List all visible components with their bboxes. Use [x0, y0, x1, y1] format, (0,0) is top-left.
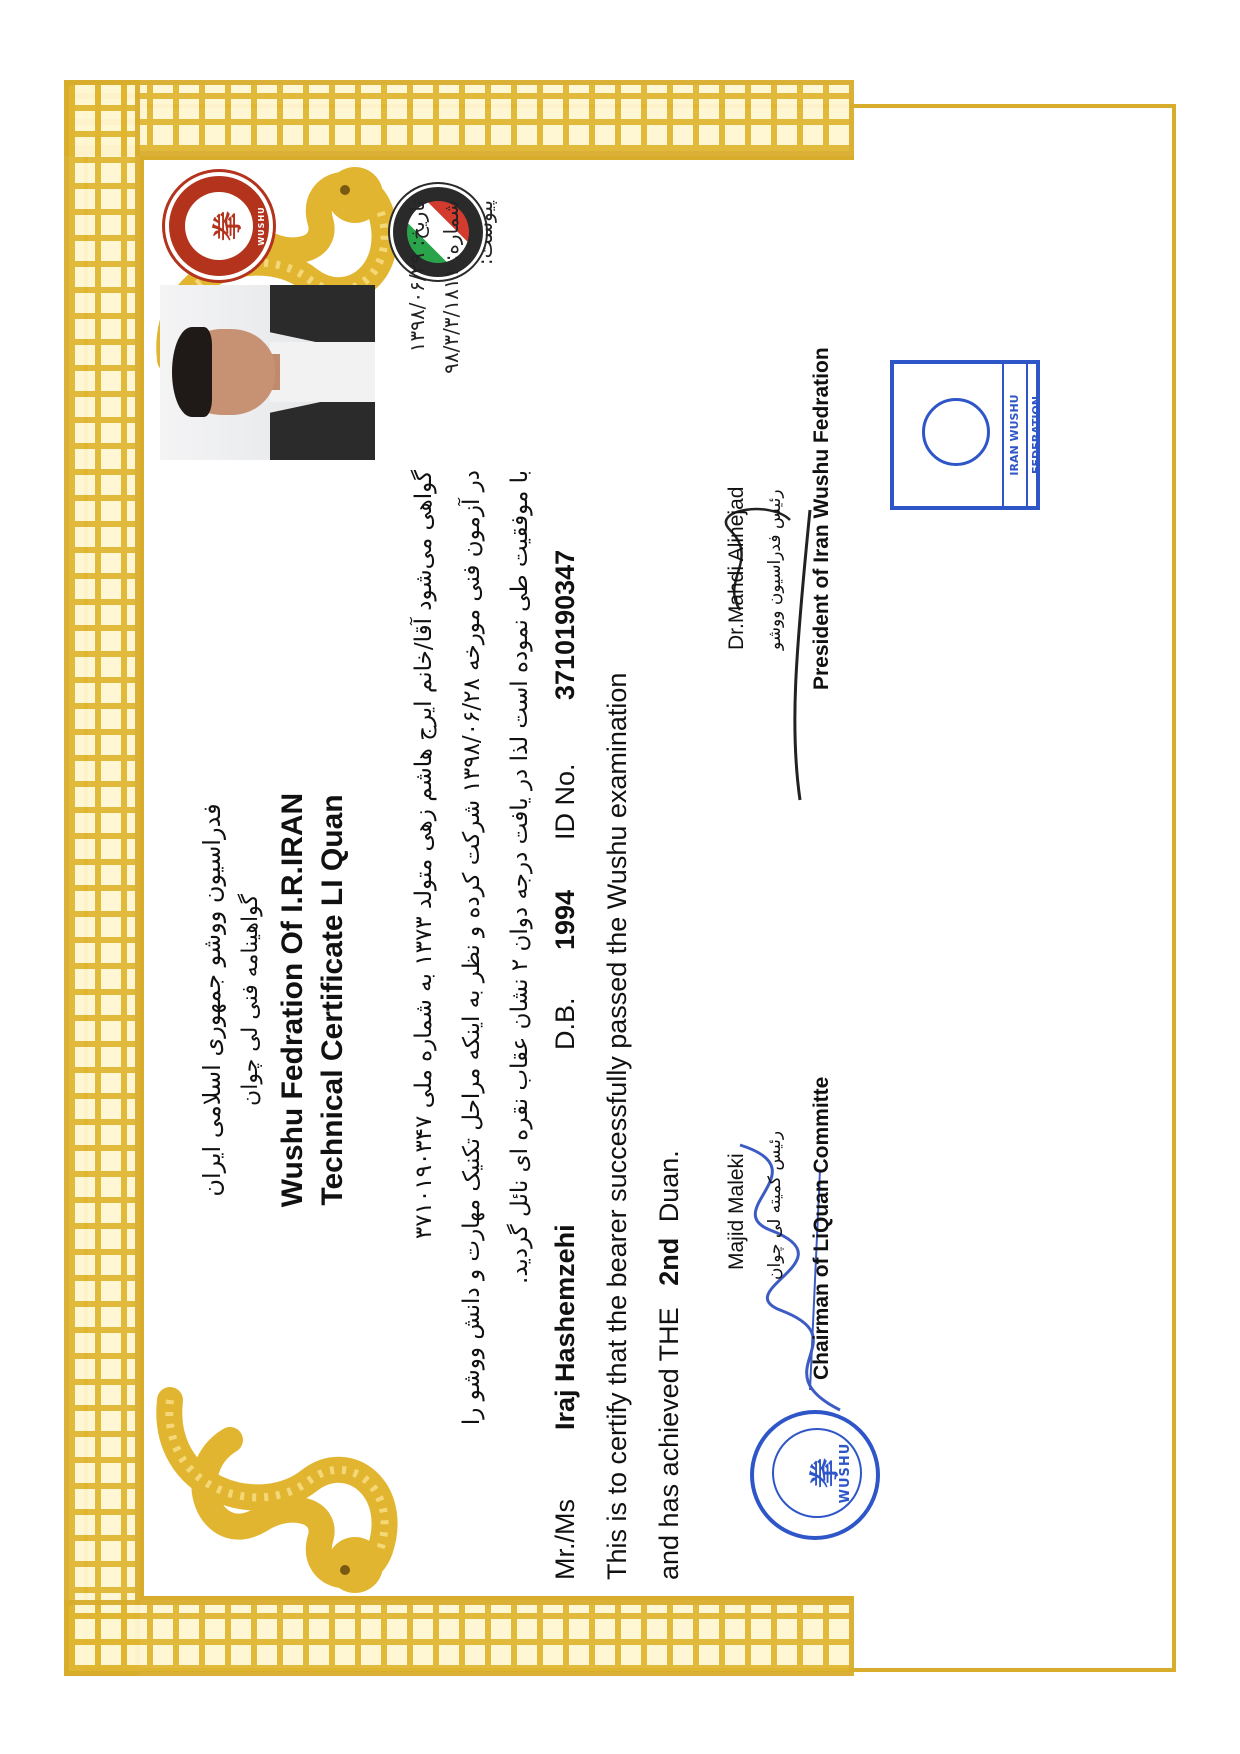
portrait-photo	[160, 285, 375, 460]
achieved-line	[654, 1150, 685, 1580]
rank-value: 2nd	[654, 1237, 684, 1286]
greek-key-border-left	[64, 80, 140, 1676]
president-name: Dr.Mahdi Alinejad	[725, 486, 748, 650]
recipient-name: Iraj Hashemzehi	[550, 1224, 580, 1430]
persian-header-federation: فدراسیون ووشو جمهوری اسلامی ایران	[198, 803, 226, 1197]
chairman-persian-title: رئیس کمیته لی چوان	[765, 1130, 785, 1280]
persian-header-certificate: گواهینامه فنی لی چوان	[238, 894, 263, 1106]
salutation-label: Mr./Ms	[550, 1499, 580, 1580]
president-title: President of Iran Wushu Fedration	[810, 347, 833, 690]
persian-body-line-1: گواهی می‌شود آقا/خانم ایرج هاشم زهی متولد ۱۳۷۳ به شماره ملی ۳۷۱۰۱۹۰۳۴۷	[411, 470, 437, 1240]
dob-label: D.B.	[550, 997, 580, 1050]
id-value: 3710190347	[550, 549, 580, 700]
greek-key-border-top	[64, 80, 854, 156]
rect-stamp-text: IRAN WUSHU FEDERATION	[1002, 364, 1028, 506]
president-persian-title: رئیس فدراسیون ووشو	[765, 489, 785, 650]
id-label: ID No.	[550, 763, 580, 840]
english-header-certificate: Technical Certificate LI Quan	[316, 794, 349, 1206]
logo-glyph: 拳	[211, 211, 246, 241]
persian-certificate-body	[400, 470, 544, 1580]
wushu-liquan-logo	[165, 172, 273, 280]
chairman-name: Majid Maleki	[725, 1153, 748, 1270]
english-header-federation: Wushu Fedration Of I.R.IRAN	[276, 792, 309, 1208]
certify-line: This is to certify that the bearer successfully passed the Wushu examination	[602, 672, 632, 1580]
chairman-title: Chairman of LiQuan Committe	[810, 1076, 833, 1380]
date-number-block	[400, 200, 502, 460]
persian-body-line-3: با موفقیت طی نموده است لذا در یافت درجه دوان ۲ نشان عقاب نقره ای نائل گردید.	[507, 470, 533, 1284]
stamp-word: WUSHU	[838, 1442, 853, 1504]
achieved-suffix: Duan.	[654, 1150, 684, 1223]
persian-body-line-2: در آزمون فنی مورخه ۱۳۹۸/۰۶/۲۸ شرکت کرده و نظر به اینکه مراحل تکنیک مهارت و دانش ووشو را	[459, 470, 485, 1426]
number-text: شماره: ۹۸/۳/۳/۱۸۱۱	[439, 200, 463, 374]
achieved-prefix: and has achieved THE	[654, 1307, 684, 1580]
dob-value: 1994	[550, 889, 580, 950]
english-name-row	[550, 1499, 581, 1580]
certificate-content	[140, 160, 1100, 1710]
attachment-text: پیوست:	[473, 200, 497, 266]
stamp-glyph: 拳	[808, 1458, 843, 1488]
federation-rect-stamp	[890, 360, 1043, 510]
logo-ring-text: WUSHU	[257, 206, 266, 246]
date-text: تاریخ: ۱۳۹۸/۰۶/۲۹	[405, 200, 429, 353]
